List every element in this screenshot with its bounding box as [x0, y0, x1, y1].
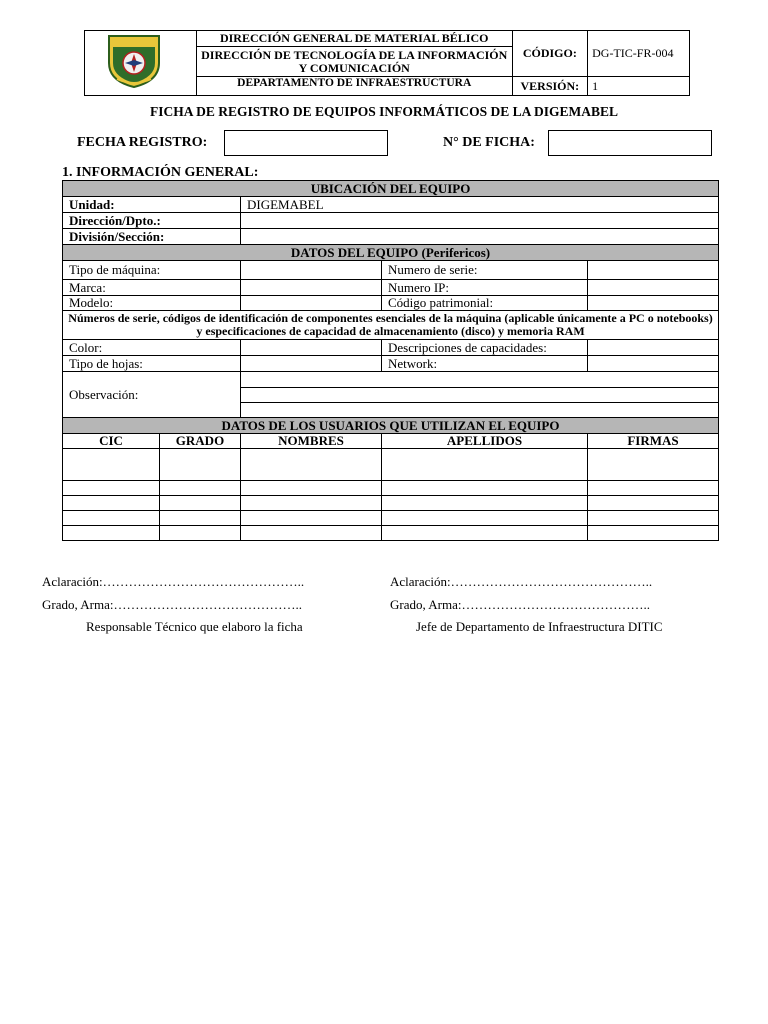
fecha-registro-label: FECHA REGISTRO: [77, 135, 208, 150]
col-header-apellidos: APELLIDOS [382, 434, 588, 449]
direccion-label: Dirección/Dpto.: [63, 213, 241, 229]
descripciones-label: Descripciones de capacidades: [382, 340, 588, 356]
user-cell[interactable] [63, 496, 160, 511]
tipo-hojas-field[interactable] [241, 356, 382, 372]
unidad-label: Unidad: [63, 197, 241, 213]
observacion-field[interactable] [241, 372, 719, 418]
numero-ficha-input[interactable] [548, 130, 712, 156]
modelo-label: Modelo: [63, 296, 241, 311]
form-title: FICHA DE REGISTRO DE EQUIPOS INFORMÁTICOS DE LA DIGEMABEL [149, 104, 619, 119]
user-cell[interactable] [160, 481, 241, 496]
user-cell[interactable] [241, 481, 382, 496]
user-cell[interactable] [588, 526, 719, 541]
table-row [63, 511, 719, 526]
table-row [63, 481, 719, 496]
usuarios-header: DATOS DE LOS USUARIOS QUE UTILIZAN EL EQUIPO [63, 418, 719, 434]
org-line-3: DEPARTAMENTO DE INFRAESTRUCTURA [196, 77, 512, 96]
user-cell[interactable] [160, 526, 241, 541]
org-line-2: DIRECCIÓN DE TECNOLOGÍA DE LA INFORMACIÓN Y COMUNICACIÓN [196, 47, 512, 77]
left-grado-arma: Grado, Arma:…………………………………….. [42, 597, 302, 612]
user-cell[interactable] [588, 449, 719, 481]
direccion-field[interactable] [241, 213, 719, 229]
right-signature-role: Jefe de Departamento de Infraestructura DITIC [416, 619, 663, 634]
user-cell[interactable] [382, 496, 588, 511]
user-cell[interactable] [63, 449, 160, 481]
logo-cell [85, 31, 197, 96]
user-cell[interactable] [588, 496, 719, 511]
numero-serie-field[interactable] [588, 261, 719, 280]
user-cell[interactable] [241, 496, 382, 511]
user-cell[interactable] [160, 449, 241, 481]
table-row [63, 449, 719, 481]
user-cell[interactable] [382, 511, 588, 526]
color-field[interactable] [241, 340, 382, 356]
user-cell[interactable] [160, 511, 241, 526]
version-value: 1 [588, 77, 690, 96]
col-header-cic: CIC [63, 434, 160, 449]
descripciones-field[interactable] [588, 340, 719, 356]
table-row [63, 526, 719, 541]
division-label: División/Sección: [63, 229, 241, 245]
ubicacion-header: UBICACIÓN DEL EQUIPO [63, 181, 719, 197]
code-label: CÓDIGO: [512, 31, 588, 77]
division-field[interactable] [241, 229, 719, 245]
user-cell[interactable] [63, 511, 160, 526]
numero-ip-field[interactable] [588, 280, 719, 296]
numero-ip-label: Numero IP: [382, 280, 588, 296]
user-cell[interactable] [382, 526, 588, 541]
marca-field[interactable] [241, 280, 382, 296]
fecha-registro-input[interactable] [224, 130, 388, 156]
user-cell[interactable] [241, 449, 382, 481]
code-value: DG-TIC-FR-004 [588, 31, 690, 77]
unidad-value[interactable]: DIGEMABEL [241, 197, 719, 213]
network-field[interactable] [588, 356, 719, 372]
tipo-maquina-label: Tipo de máquina: [63, 261, 241, 280]
componentes-note: Números de serie, códigos de identificación de componentes esenciales de la máquina (aplicable únicamente a PC o notebooks) y especificaciones de capacidad de almacenamiento (disco) y memoria RAM [63, 311, 719, 340]
user-cell[interactable] [382, 481, 588, 496]
left-signature-role: Responsable Técnico que elaboro la ficha [86, 619, 303, 634]
color-label: Color: [63, 340, 241, 356]
user-cell[interactable] [382, 449, 588, 481]
user-cell[interactable] [160, 496, 241, 511]
user-cell[interactable] [588, 481, 719, 496]
org-line-1: DIRECCIÓN GENERAL DE MATERIAL BÉLICO [196, 31, 512, 47]
user-cell[interactable] [63, 481, 160, 496]
table-row [63, 496, 719, 511]
user-cell[interactable] [588, 511, 719, 526]
network-label: Network: [382, 356, 588, 372]
version-label: VERSIÓN: [512, 77, 588, 96]
codigo-patrimonial-label: Código patrimonial: [382, 296, 588, 311]
digemabel-logo [91, 33, 177, 89]
marca-label: Marca: [63, 280, 241, 296]
right-aclaracion: Aclaración:……………………………………….. [390, 574, 653, 589]
datos-equipo-header: DATOS DEL EQUIPO (Perifericos) [63, 245, 719, 261]
col-header-grado: GRADO [160, 434, 241, 449]
document-header [84, 30, 690, 96]
section-1-label: 1. INFORMACIÓN GENERAL: [62, 165, 259, 180]
numero-serie-label: Numero de serie: [382, 261, 588, 280]
equipment-form-table [62, 180, 719, 541]
tipo-maquina-field[interactable] [241, 261, 382, 280]
modelo-field[interactable] [241, 296, 382, 311]
observacion-label: Observación: [63, 372, 241, 418]
numero-ficha-label: N° DE FICHA: [443, 135, 535, 150]
user-cell[interactable] [241, 511, 382, 526]
col-header-firmas: FIRMAS [588, 434, 719, 449]
col-header-nombres: NOMBRES [241, 434, 382, 449]
codigo-patrimonial-field[interactable] [588, 296, 719, 311]
left-aclaracion: Aclaración:……………………………………….. [42, 574, 305, 589]
user-cell[interactable] [63, 526, 160, 541]
user-cell[interactable] [241, 526, 382, 541]
tipo-hojas-label: Tipo de hojas: [63, 356, 241, 372]
right-grado-arma: Grado, Arma:…………………………………….. [390, 597, 650, 612]
